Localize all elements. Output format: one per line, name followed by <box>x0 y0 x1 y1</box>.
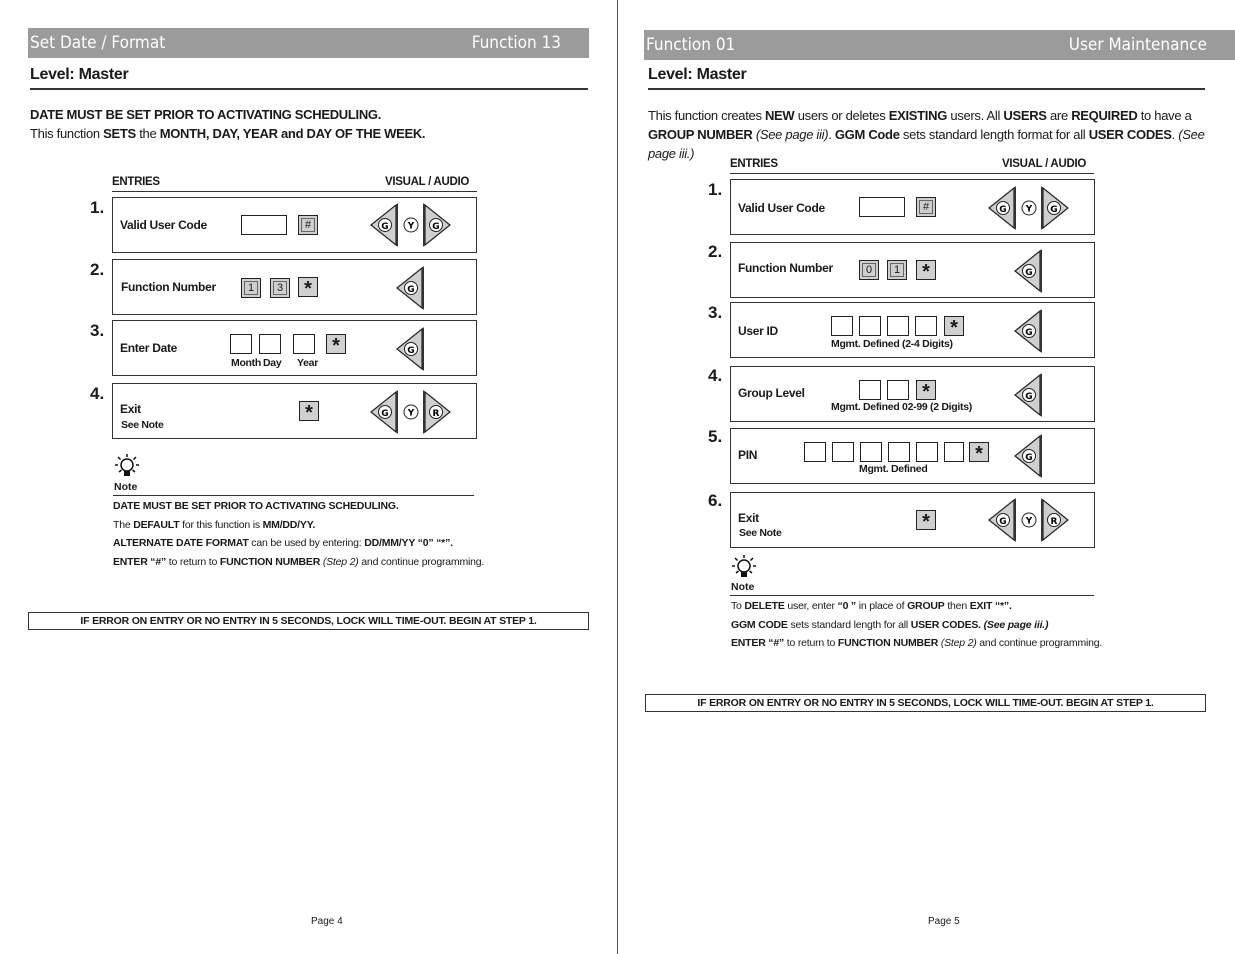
step-number: 4. <box>90 384 105 403</box>
star-key: * <box>944 316 964 336</box>
pound-key-label: # <box>919 200 933 214</box>
step-number: 3. <box>90 321 105 340</box>
digit-blank <box>888 442 910 462</box>
see-note-label: See Note <box>121 419 164 431</box>
star-key: * <box>298 277 318 297</box>
green-led-icon <box>422 203 452 247</box>
entries-header: ENTRIES <box>730 158 778 170</box>
led-letter: G <box>1050 205 1058 215</box>
level-heading: Level: Master <box>648 66 1205 90</box>
page-number: Page 5 <box>928 916 960 927</box>
pound-key <box>298 215 318 235</box>
yellow-led-icon <box>402 216 420 234</box>
column-headers <box>112 176 477 192</box>
intro-text-part: (See page iii) <box>752 127 829 142</box>
digit-blank <box>887 380 909 400</box>
note-part: MM/DD/YY. <box>262 518 316 531</box>
note-divider <box>730 595 1094 596</box>
page-5 <box>618 0 1235 954</box>
yellow-led-icon <box>1020 199 1038 217</box>
intro-text-part: the <box>135 126 160 141</box>
note-part: (Step 2) <box>938 637 977 649</box>
star-key: * <box>326 334 346 354</box>
step-label: Enter Date <box>120 341 178 355</box>
entry-blank <box>241 215 287 235</box>
pound-key <box>916 197 936 217</box>
star-key: * <box>969 442 989 462</box>
note-part: can be used by entering: <box>248 537 365 549</box>
note-part: ENTER “#” <box>113 555 167 568</box>
intro-text-part: . <box>828 127 835 142</box>
intro-text-part: users or deletes <box>794 108 889 123</box>
intro-text-part: GGM Code <box>834 127 900 142</box>
digit-blank <box>859 380 881 400</box>
intro-text-part: EXISTING <box>888 108 948 123</box>
step-label: Function Number <box>121 280 216 294</box>
note-text <box>731 597 1211 653</box>
note-part: sets standard length for all <box>787 618 911 631</box>
day-label: Day <box>263 357 282 369</box>
digit-blank <box>860 442 882 462</box>
led-letter: G <box>407 285 415 295</box>
note-part: DEFAULT <box>133 518 180 531</box>
step-box-5 <box>730 428 1095 484</box>
note-part: then <box>944 600 970 612</box>
section-title-bar <box>644 30 1235 60</box>
star-key: * <box>916 260 936 280</box>
digit-blank <box>944 442 964 462</box>
level-heading: Level: Master <box>30 66 588 90</box>
green-led-icon <box>1013 434 1043 478</box>
step-box-1 <box>112 197 477 253</box>
day-blank <box>259 334 281 354</box>
note-part: To <box>731 600 745 612</box>
star-key: * <box>299 401 319 421</box>
led-letter: G <box>1025 268 1033 278</box>
step-number: 2. <box>90 260 105 279</box>
intro-text <box>30 105 590 143</box>
step-box-4 <box>730 366 1095 422</box>
page-4 <box>0 0 617 954</box>
step-number: 4. <box>708 366 723 385</box>
step-label: User ID <box>738 324 778 338</box>
red-led-icon <box>422 390 452 434</box>
month-blank <box>230 334 252 354</box>
note-part: The <box>113 518 134 531</box>
green-led-icon <box>1013 309 1043 353</box>
intro-text-part: GROUP NUMBER <box>648 127 753 142</box>
note-part: for this function is <box>179 518 263 531</box>
function-number-title: Function 01 <box>646 35 736 55</box>
led-letter: R <box>432 409 440 419</box>
pound-key-label: # <box>301 218 315 232</box>
note-part: GGM CODE <box>731 618 788 631</box>
note-part: FUNCTION NUMBER <box>837 637 939 649</box>
note-part: EXIT “ <box>969 600 1000 612</box>
note-part: ALTERNATE DATE FORMAT <box>113 537 249 549</box>
year-blank <box>293 334 315 354</box>
led-letter: G <box>999 205 1007 215</box>
step-label: Valid User Code <box>738 201 825 215</box>
red-led-icon <box>1040 498 1070 542</box>
note-part: DD/MM/YY “0” “ <box>364 537 442 549</box>
led-letter: Y <box>407 221 415 232</box>
intro-text-part: sets standard length format for all <box>899 127 1089 142</box>
lightbulb-icon <box>114 453 140 481</box>
yellow-led-icon <box>402 403 420 421</box>
note-part: ENTER “#” <box>731 637 785 649</box>
digit-blank <box>831 316 853 336</box>
intro-text-part: (See page iii.) <box>648 127 1205 161</box>
led-letter: G <box>381 409 389 419</box>
led-letter: G <box>381 222 389 232</box>
digit-key <box>887 260 907 280</box>
intro-text-part: REQUIRED <box>1071 108 1138 123</box>
intro-text <box>648 106 1208 163</box>
intro-text-part: USERS <box>1003 108 1047 123</box>
section-title: User Maintenance <box>1068 35 1207 55</box>
digit-key-label: 1 <box>244 281 258 295</box>
star-key: * <box>916 510 936 530</box>
yellow-led-icon <box>1020 511 1038 529</box>
digit-key <box>859 260 879 280</box>
intro-text-part: . <box>1171 127 1179 142</box>
led-letter: G <box>1025 453 1033 463</box>
step-box-3 <box>730 302 1095 358</box>
section-title-bar <box>28 28 589 58</box>
step-box-1 <box>730 179 1095 235</box>
intro-text-part: are <box>1046 108 1072 123</box>
note-part: FUNCTION NUMBER <box>219 555 321 568</box>
step-label: Group Level <box>738 386 805 400</box>
note-part: to return to <box>784 637 838 649</box>
intro-text-part: MONTH, DAY, YEAR and DAY OF THE WEEK. <box>159 126 426 141</box>
led-letter: Y <box>407 408 415 419</box>
green-led-icon <box>1013 249 1043 293</box>
step-number: 6. <box>708 491 723 510</box>
step-box-4 <box>112 383 477 439</box>
step-label: PIN <box>738 448 758 462</box>
digit-blank <box>832 442 854 462</box>
digit-blank <box>887 316 909 336</box>
note-part: DELETE <box>744 600 785 612</box>
intro-text-part: USER CODES <box>1088 127 1172 142</box>
green-led-icon <box>987 498 1017 542</box>
note-line: DATE MUST BE SET PRIOR TO ACTIVATING SCHEDULING. <box>113 500 399 512</box>
star-key: * <box>916 380 936 400</box>
green-led-icon <box>395 266 425 310</box>
led-letter: Y <box>1025 516 1033 527</box>
note-part: and continue programming. <box>358 555 485 568</box>
digit-key-label: 0 <box>862 263 876 277</box>
see-note-label: See Note <box>739 527 782 539</box>
step-number: 5. <box>708 427 723 446</box>
step-label: Valid User Code <box>120 218 207 232</box>
green-led-icon <box>369 203 399 247</box>
intro-text-part: This function <box>30 126 104 141</box>
step-box-6 <box>730 492 1095 548</box>
entries-header: ENTRIES <box>112 176 160 188</box>
note-part: * <box>441 537 446 549</box>
green-led-icon <box>1040 186 1070 230</box>
step-box-2 <box>112 259 477 315</box>
intro-text-part: This function creates <box>648 108 765 123</box>
visual-audio-header: VISUAL / AUDIO <box>385 176 469 188</box>
visual-audio-header: VISUAL / AUDIO <box>1002 158 1086 170</box>
led-letter: G <box>432 222 440 232</box>
timeout-warning: IF ERROR ON ENTRY OR NO ENTRY IN 5 SECONDS, LOCK WILL TIME-OUT. BEGIN AT STEP 1. <box>28 612 589 630</box>
step-number: 1. <box>708 180 723 199</box>
note-divider <box>113 495 474 496</box>
column-headers <box>730 158 1094 174</box>
note-label: Note <box>114 481 138 493</box>
note-part: user, enter <box>784 600 838 612</box>
intro-warning: DATE MUST BE SET PRIOR TO ACTIVATING SCHEDULING. <box>30 107 382 122</box>
note-part: to return to <box>166 555 220 568</box>
note-part: (Step 2) <box>320 555 359 568</box>
intro-text-part: NEW <box>764 108 795 123</box>
step-box-2 <box>730 242 1095 298</box>
section-title: Set Date / Format <box>30 33 166 53</box>
note-part: ”. <box>1003 600 1012 612</box>
month-label: Month <box>231 357 261 369</box>
page-number: Page 4 <box>311 916 343 927</box>
step-label: Function Number <box>738 261 833 275</box>
digit-blank <box>804 442 826 462</box>
green-led-icon <box>395 327 425 371</box>
intro-text-part: SETS <box>103 126 136 141</box>
step-number: 3. <box>708 303 723 322</box>
digit-blank <box>915 316 937 336</box>
note-text <box>113 497 593 571</box>
digit-blank <box>859 316 881 336</box>
function-number-title: Function 13 <box>471 33 561 53</box>
field-hint: Mgmt. Defined <box>859 463 928 475</box>
intro-text-part: to have a <box>1137 108 1192 123</box>
entry-blank <box>859 197 905 217</box>
green-led-icon <box>369 390 399 434</box>
green-led-icon <box>1013 373 1043 417</box>
intro-text-part: users. All <box>947 108 1004 123</box>
note-part: USER CODES. <box>910 618 981 631</box>
digit-key <box>241 278 261 298</box>
led-letter: G <box>407 346 415 356</box>
led-letter: G <box>1025 328 1033 338</box>
note-part: * <box>1000 600 1004 612</box>
step-number: 1. <box>90 198 105 217</box>
note-part: (See page iii.) <box>980 618 1049 631</box>
digit-key-label: 3 <box>273 281 287 295</box>
note-part: GROUP <box>907 600 945 612</box>
led-letter: Y <box>1025 204 1033 215</box>
step-box-3 <box>112 320 477 376</box>
step-number: 2. <box>708 242 723 261</box>
note-part: and continue programming. <box>976 637 1103 649</box>
green-led-icon <box>987 186 1017 230</box>
year-label: Year <box>297 357 318 369</box>
step-label: Exit <box>120 402 141 416</box>
led-letter: R <box>1050 517 1058 527</box>
led-letter: G <box>999 517 1007 527</box>
field-hint: Mgmt. Defined 02-99 (2 Digits) <box>831 401 972 413</box>
digit-key <box>270 278 290 298</box>
led-letter: G <box>1025 392 1033 402</box>
step-label: Exit <box>738 511 759 525</box>
lightbulb-icon <box>731 554 757 582</box>
field-hint: Mgmt. Defined (2-4 Digits) <box>831 338 953 350</box>
note-part: in place of <box>855 600 908 612</box>
digit-blank <box>916 442 938 462</box>
timeout-warning: IF ERROR ON ENTRY OR NO ENTRY IN 5 SECONDS, LOCK WILL TIME-OUT. BEGIN AT STEP 1. <box>645 694 1206 712</box>
note-part: “0 ” <box>837 600 856 612</box>
digit-key-label: 1 <box>890 263 904 277</box>
note-part: ”. <box>445 537 453 549</box>
note-label: Note <box>731 581 755 593</box>
